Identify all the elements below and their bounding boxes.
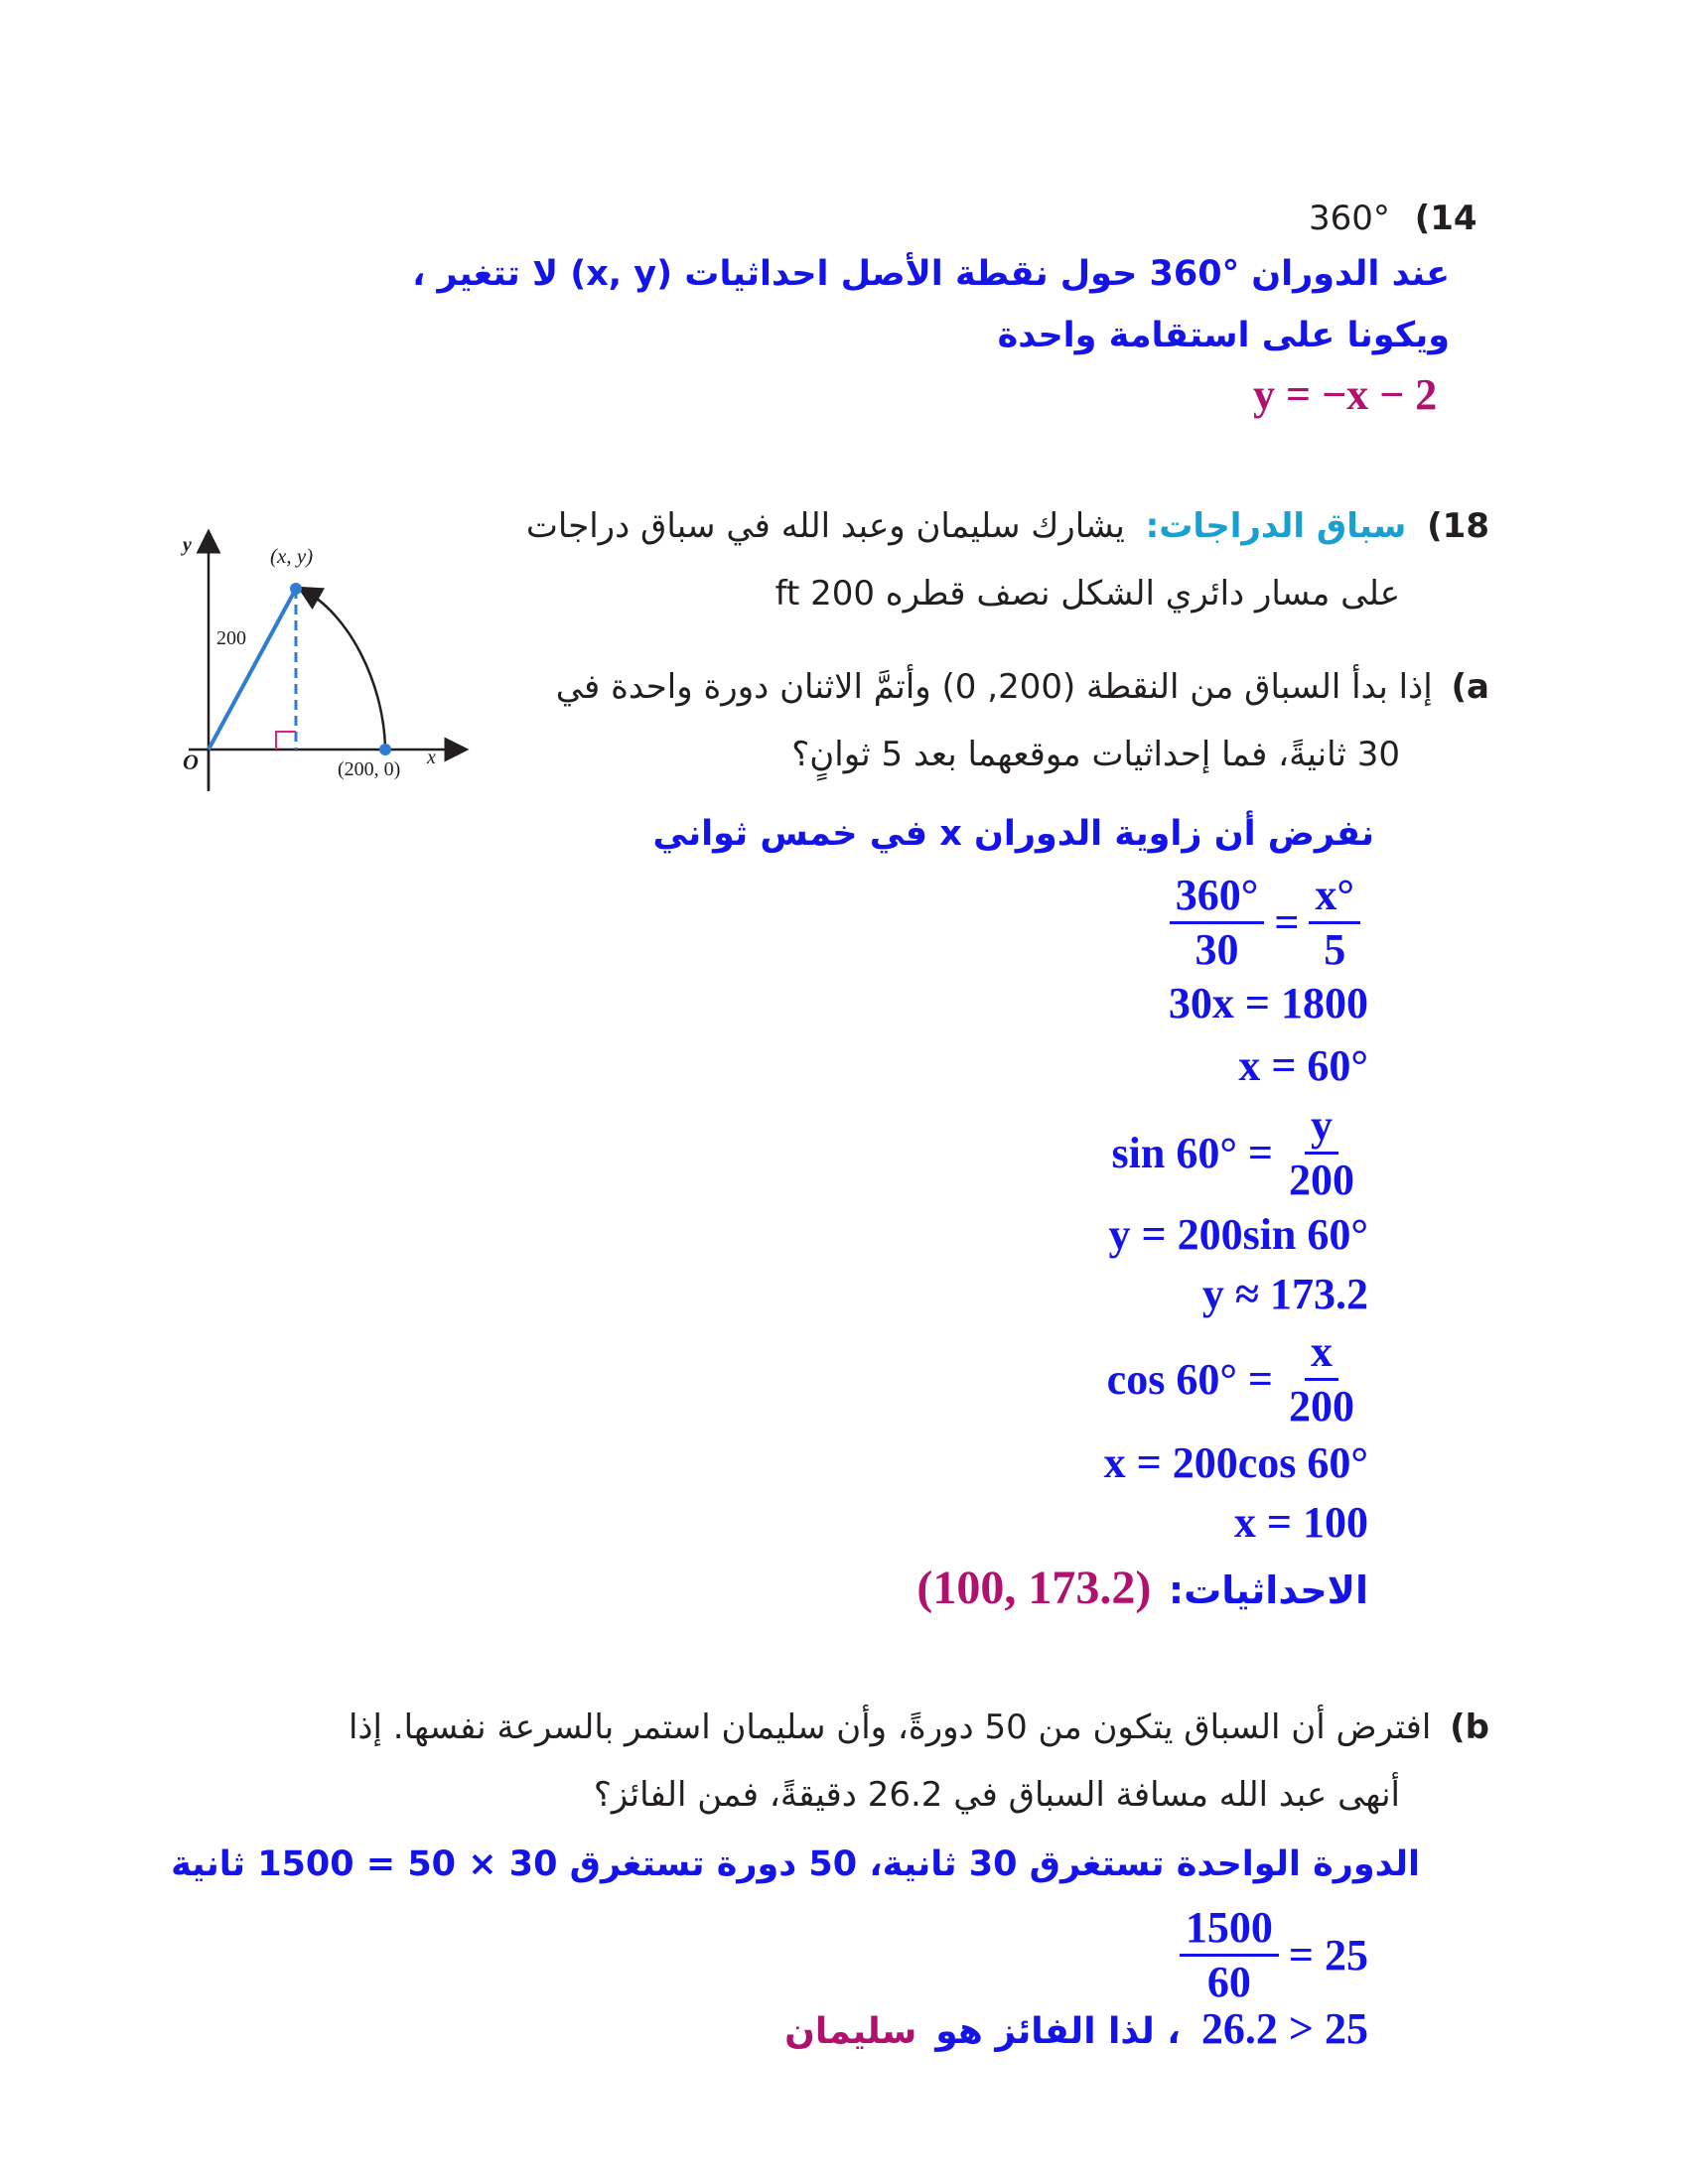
fraction-x-5 <box>1309 871 1360 974</box>
problem-18-title: سباق الدراجات: <box>1145 506 1407 546</box>
problem-18-intro-text: يشارك سليمان وعبد الله في سباق دراجات <box>525 506 1125 546</box>
circle-figure <box>169 521 477 799</box>
part-a-line2: 30 ثانيةً، فما إحداثيات موقعهما بعد 5 ثوانٍ؟ <box>791 735 1400 774</box>
fraction-den: 200 <box>1289 1382 1354 1431</box>
fraction-360-30 <box>1170 871 1265 974</box>
solution-a-eq3: x = 60° <box>1238 1041 1368 1090</box>
coords-value: (100, 173.2) <box>916 1562 1152 1614</box>
point-right-label: (200, 0) <box>338 758 401 780</box>
solution-a-sin <box>1111 1101 1361 1204</box>
winner-name: سليمان <box>784 2011 917 2052</box>
part-b-line2: أنهى عبد الله مسافة السباق في 26.2 دقيقةً، فمن الفائز؟ <box>593 1775 1400 1815</box>
part-b-line1 <box>349 1707 1489 1747</box>
cos-left: cos 60° = <box>1106 1355 1273 1404</box>
equals-sign: = <box>1274 898 1300 947</box>
part-a-text: إذا بدأ السباق من النقطة (200, 0) وأتمَّ الاثنان دورة واحدة في <box>555 667 1433 707</box>
problem-14-angle: 360° <box>1309 199 1390 238</box>
fraction-num: y <box>1305 1104 1338 1155</box>
fraction-num: x° <box>1309 874 1360 924</box>
problem-14-number: (14 <box>1414 199 1477 238</box>
fraction-y-200 <box>1283 1101 1360 1204</box>
problem-18-number: 18) <box>1427 506 1489 546</box>
problem-18-intro-line2: على مسار دائري الشكل نصف قطره 200 ft <box>774 574 1400 614</box>
sin-left: sin 60° = <box>1111 1129 1273 1177</box>
x-axis-label: x <box>427 747 436 768</box>
y-axis-label: y <box>183 534 192 556</box>
radius-line <box>209 589 296 750</box>
origin-label: O <box>183 750 199 774</box>
part-b-text: افترض أن السباق يتكون من 50 دورةً، وأن سليمان استمر بالسرعة نفسها. إذا <box>348 1707 1432 1747</box>
solution-a-assume: نفرض أن زاوية الدوران x في خمس ثواني <box>652 814 1374 854</box>
point-right <box>379 744 391 755</box>
solution-a-cos <box>1106 1327 1360 1431</box>
rotation-arc <box>308 593 385 748</box>
solution-a-eq8: x = 200cos 60° <box>1103 1438 1368 1487</box>
part-a-line1 <box>556 667 1489 707</box>
solution-a-proportion <box>1170 871 1360 974</box>
fraction-den: 30 <box>1195 925 1239 974</box>
solution-a-eq5: y = 200sin 60° <box>1108 1210 1368 1259</box>
solution-b-line1: الدورة الواحدة تستغرق 30 ثانية، 50 دورة تستغرق 30 × 50 = 1500 ثانية <box>171 1844 1420 1884</box>
solution-a-coords <box>916 1561 1368 1615</box>
fraction-num: 1500 <box>1180 1906 1279 1957</box>
problem-14-equation: y = −x − 2 <box>1253 370 1438 419</box>
part-a-label: a) <box>1451 667 1489 707</box>
fraction-den: 5 <box>1324 925 1346 974</box>
point-top <box>290 583 302 595</box>
fraction-den: 200 <box>1289 1156 1354 1204</box>
part-b-label: b) <box>1450 1707 1489 1747</box>
fraction-result: = 25 <box>1288 1931 1368 1979</box>
problem-18-intro-line1 <box>526 506 1489 546</box>
right-angle-mark <box>276 732 296 750</box>
problem-14-line2: ويكونا على استقامة واحدة <box>997 316 1450 355</box>
solution-a-eq9: x = 100 <box>1233 1498 1368 1547</box>
solution-a-eq2: 30x = 1800 <box>1168 979 1368 1027</box>
radius-label: 200 <box>216 627 246 649</box>
fraction-num: x <box>1305 1330 1338 1381</box>
fraction-x-200 <box>1283 1327 1360 1431</box>
point-top-label: (x, y) <box>270 544 314 568</box>
fraction-den: 60 <box>1206 1958 1251 2006</box>
problem-14-line1: عند الدوران °360 حول نقطة الأصل احداثيات (x, y) لا تتغير ، <box>412 254 1450 294</box>
fraction-num: 360° <box>1170 874 1265 924</box>
comparison: 26.2 > 25 <box>1200 2004 1368 2053</box>
coords-label: الاحداثيات: <box>1168 1569 1368 1612</box>
conclusion-text: ، لذا الفائز هو <box>935 2011 1181 2052</box>
solution-b-fraction <box>1180 1903 1368 2006</box>
solution-b-conclusion <box>784 2003 1368 2054</box>
fraction-1500-60 <box>1180 1903 1279 2006</box>
problem-14-header <box>1309 199 1477 238</box>
solution-a-eq6: y ≈ 173.2 <box>1201 1270 1368 1318</box>
